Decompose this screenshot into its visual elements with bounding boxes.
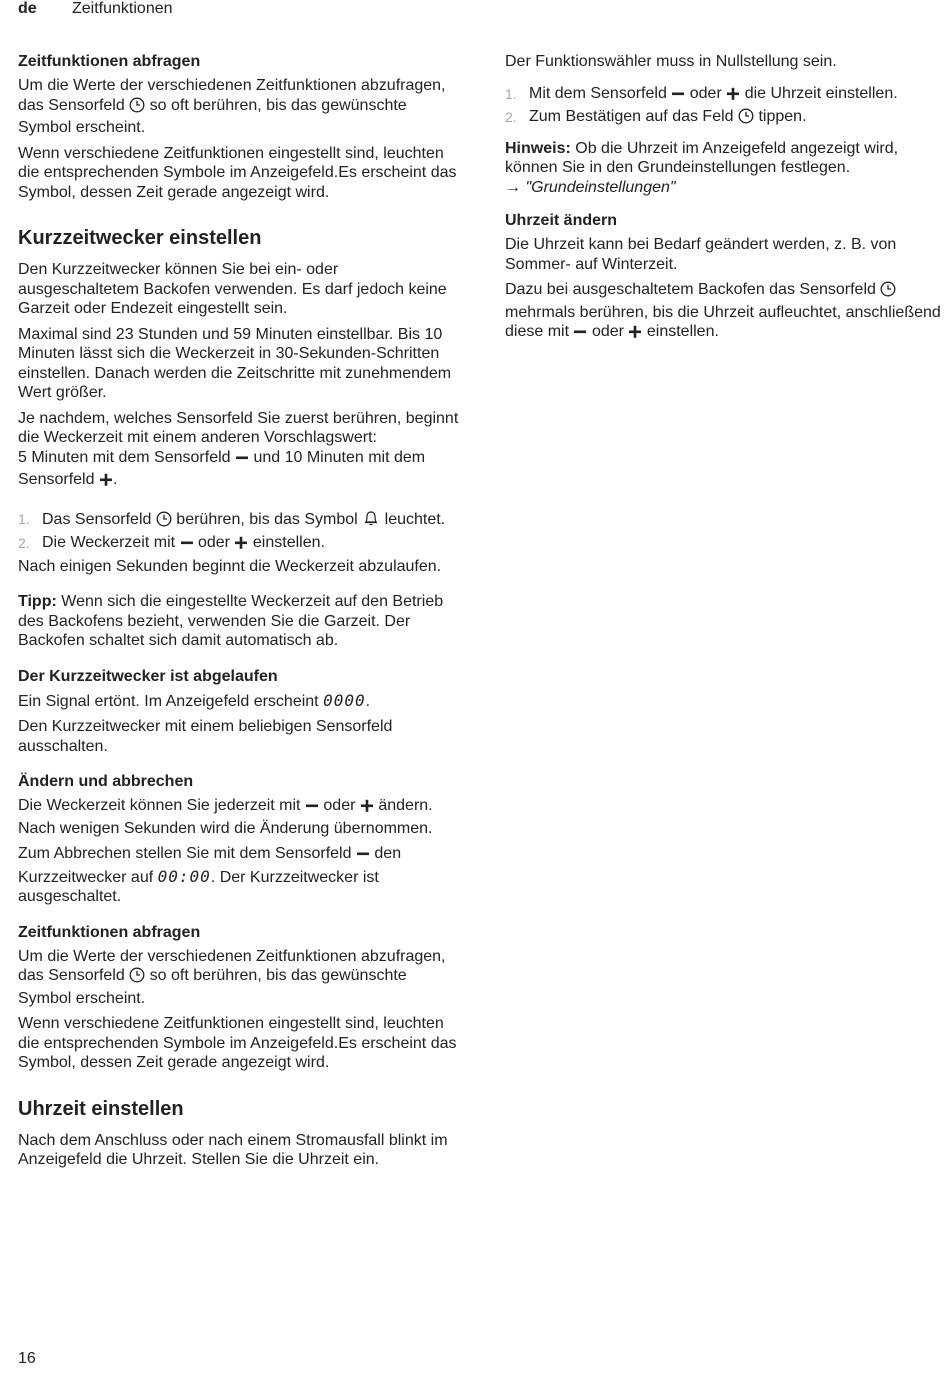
list-item: [505, 107, 943, 130]
text: einstellen.: [646, 323, 719, 340]
text: .: [112, 471, 118, 488]
paragraph: [18, 409, 463, 493]
text: oder: [591, 323, 624, 340]
paragraph: Der Funktionswähler muss in Nullstellung sein.: [505, 53, 837, 70]
text: die Uhrzeit einstellen.: [744, 84, 898, 102]
tip-label: Tipp:: [18, 593, 57, 610]
section-heading: Uhrzeit einstellen: [18, 1097, 184, 1120]
text: so oft berühren, bis das gewünschte Symbol erscheint.: [18, 96, 407, 136]
paragraph: Den Kurzzeitwecker können Sie bei ein- oder ausgeschaltetem Backofen verwenden. Es darf jedoch keine Garzeit oder Endezeit eingestellt sein.: [18, 261, 447, 317]
clock-icon: [129, 97, 145, 119]
minus-icon: [356, 847, 370, 867]
text: Ob die Uhrzeit im Anzeigefeld angezeigt wird, können Sie in den Grundeinstellungen festlegen.: [505, 139, 899, 176]
minus-icon: [573, 325, 587, 345]
paragraph: [18, 844, 463, 907]
step-number: 2.: [18, 535, 30, 551]
step-number: 1.: [505, 85, 517, 102]
language-code: de: [18, 0, 37, 17]
list-item: [505, 84, 943, 107]
plus-icon: [234, 536, 248, 556]
section-heading: Zeitfunktionen abfragen: [18, 923, 201, 941]
plus-icon: [99, 473, 113, 493]
arrow-icon: →: [505, 178, 521, 196]
text: oder: [197, 534, 230, 551]
minus-icon: [305, 799, 319, 819]
tip-paragraph: [18, 592, 463, 651]
clock-icon: [156, 511, 172, 533]
clock-icon: [129, 967, 145, 989]
section-heading: Uhrzeit ändern: [505, 212, 618, 229]
paragraph: [18, 796, 463, 838]
paragraph: Den Kurzzeitwecker mit einem beliebigen Sensorfeld ausschalten.: [18, 718, 393, 755]
paragraph: [18, 76, 463, 138]
text: Um die Werte der verschiedenen Zeitfunktionen abzufragen, das Sensorfeld: [18, 947, 446, 984]
right-column: [505, 52, 943, 351]
paragraph: Die Uhrzeit kann bei Bedarf geändert werden, z. B. von Sommer- auf Winterzeit.: [505, 236, 897, 273]
left-column: [18, 52, 463, 1176]
minus-icon: [180, 536, 194, 556]
plus-icon: [726, 87, 740, 107]
section-heading: Der Kurzzeitwecker ist abgelaufen: [18, 667, 278, 685]
text: tippen.: [758, 108, 807, 125]
clock-icon: [738, 108, 754, 130]
text: berühren, bis das Symbol: [176, 510, 358, 528]
paragraph: Nach einigen Sekunden beginnt die Weckerzeit abzulaufen.: [18, 557, 442, 575]
text: Je nachdem, welches Sensorfeld Sie zuerst berühren, beginnt die Weckerzeit mit einem anderen Vorschlagswert:: [18, 409, 459, 446]
text: Die Weckerzeit können Sie jederzeit mit: [18, 797, 301, 814]
text: Ein Signal ertönt. Im Anzeigefeld erscheint: [18, 692, 319, 710]
note-label: Hinweis:: [505, 139, 571, 157]
paragraph: Wenn verschiedene Zeitfunktionen eingestellt sind, leuchten die entsprechenden Symbole im Anzeigefeld.Es erscheint das Symbol, dessen Zeit gerade angezeigt wird.: [18, 144, 457, 201]
list-item: [18, 509, 463, 533]
paragraph: Maximal sind 23 Stunden und 59 Minuten einstellbar. Bis 10 Minuten lässt sich die Weckerzeit in 30-Sekunden-Schritten einstellen. Danach werden die Zeitschritte mit zunehmendem Wert größer.: [18, 325, 452, 401]
display-readout: 00:00: [157, 866, 211, 886]
text: den Kurzzeitwecker auf: [18, 845, 402, 886]
text: leuchtet.: [384, 510, 446, 528]
plus-icon: [360, 799, 374, 819]
text: einstellen.: [252, 534, 325, 551]
text: oder: [323, 797, 356, 814]
header-title: Zeitfunktionen: [72, 0, 173, 17]
text: Das Sensorfeld: [42, 510, 152, 528]
paragraph: [505, 280, 943, 345]
display-readout: 0000: [323, 690, 366, 710]
step-number: 1.: [18, 510, 30, 527]
step-number: 2.: [505, 109, 517, 125]
paragraph: [18, 947, 463, 1009]
text: Zum Abbrechen stellen Sie mit dem Sensorfeld: [18, 845, 352, 862]
text: Um die Werte der verschiedenen Zeitfunktionen abzufragen, das Sensorfeld: [18, 77, 446, 114]
text: .: [365, 692, 371, 710]
text: Wenn sich die eingestellte Weckerzeit auf den Betrieb des Backofens bezieht, verwenden Sie die Garzeit. Der Backofen schaltet sich damit automatisch ab.: [18, 593, 444, 649]
paragraph: [18, 691, 463, 712]
text: mehrmals berühren, bis die Uhrzeit aufleuchtet, anschließend diese mit: [505, 303, 941, 340]
text: 5 Minuten mit dem Sensorfeld: [18, 448, 231, 466]
list-item: [18, 533, 463, 556]
text: Die Weckerzeit mit: [42, 534, 176, 551]
paragraph: Wenn verschiedene Zeitfunktionen eingestellt sind, leuchten die entsprechenden Symbole im Anzeigefeld.Es erscheint das Symbol, dessen Zeit gerade angezeigt wird.: [18, 1015, 457, 1071]
text: Zum Bestätigen auf das Feld: [529, 108, 734, 125]
text: ändern. Nach wenigen Sekunden wird die Änderung übernommen.: [18, 797, 433, 837]
text: . Der Kurzzeitwecker ist ausgeschaltet.: [18, 868, 379, 905]
note-paragraph: [505, 139, 943, 198]
text: Dazu bei ausgeschaltetem Backofen das Sensorfeld: [505, 281, 876, 298]
text: Mit dem Sensorfeld: [529, 84, 667, 102]
section-heading: Ändern und abbrechen: [18, 773, 194, 790]
page-number: 16: [18, 1350, 36, 1367]
bell-icon: [362, 509, 380, 533]
text: so oft berühren, bis das gewünschte Symbol erscheint.: [18, 967, 407, 1007]
minus-icon: [671, 87, 685, 107]
cross-reference-link[interactable]: "Grundeinstellungen": [525, 178, 676, 196]
clock-icon: [880, 281, 896, 303]
section-heading: Kurzzeitwecker einstellen: [18, 227, 262, 249]
paragraph: Nach dem Anschluss oder nach einem Stromausfall blinkt im Anzeigefeld die Uhrzeit. Stellen Sie die Uhrzeit ein.: [18, 1131, 448, 1168]
text: und 10 Minuten mit dem Sensorfeld: [18, 448, 426, 488]
section-heading: Zeitfunktionen abfragen: [18, 53, 201, 70]
text: oder: [689, 84, 722, 102]
minus-icon: [235, 451, 249, 471]
plus-icon: [628, 325, 642, 345]
